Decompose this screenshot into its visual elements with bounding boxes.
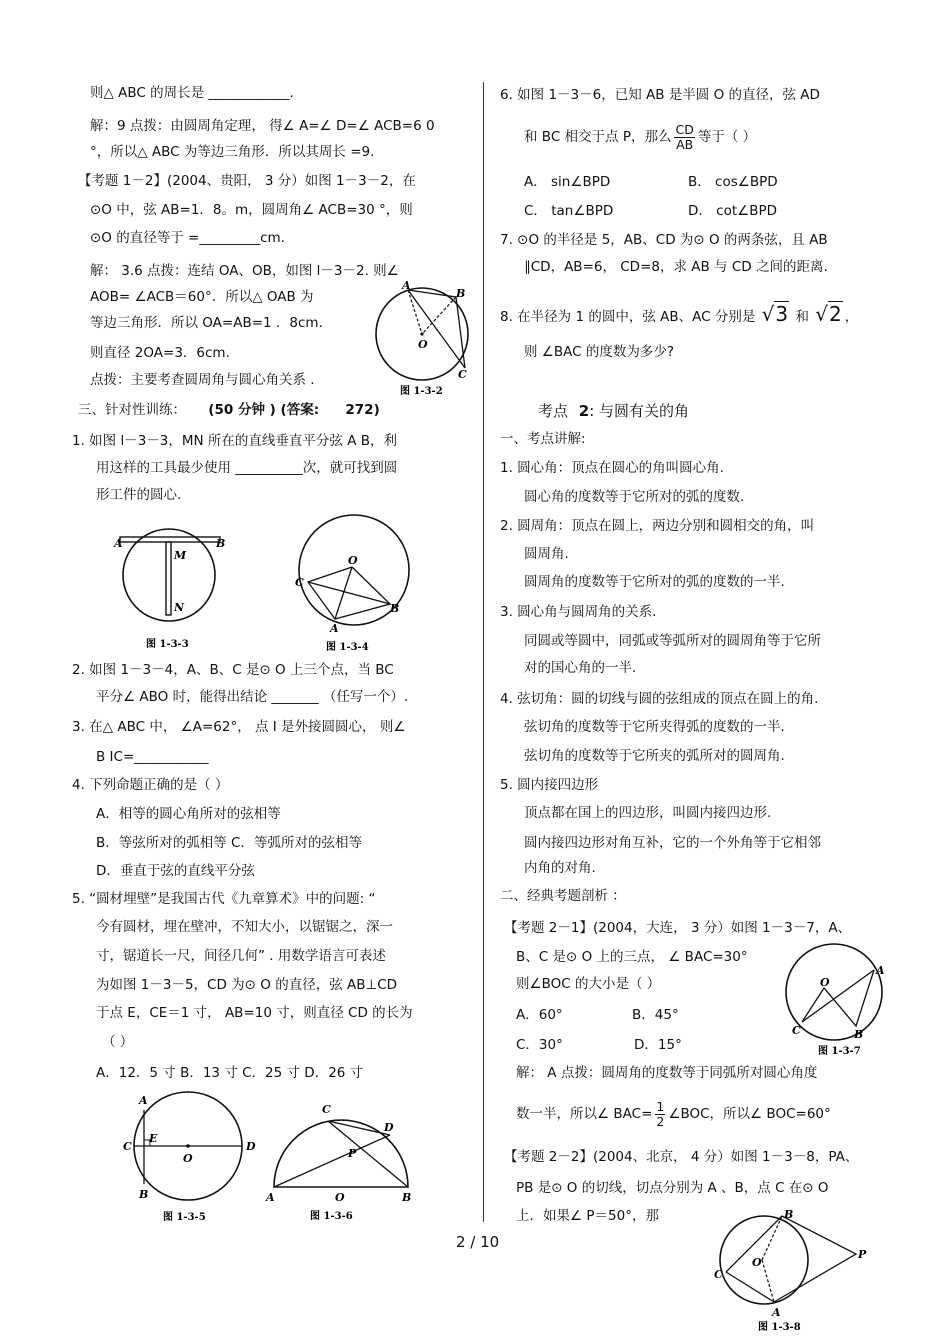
figure-caption: 图 1-3-5 <box>163 1212 206 1223</box>
text-line: 7. ⊙O 的半径是 5，AB、CD 为⊙ O 的两条弦，且 AB <box>500 232 828 248</box>
option-line: D．垂直于弦的直线平分弦 <box>96 863 255 879</box>
label-A: A <box>266 1191 275 1204</box>
heading-text: 三、针对性训练： <box>78 402 186 418</box>
text-line: 【考题 2－2】(2004、北京， 4 分）如图 1－3－8，PA、 <box>504 1149 859 1165</box>
text-line: 2. 如图 1－3－4，A、B、C 是⊙ O 上三个点，当 BC <box>72 662 394 678</box>
option-B: B．45° <box>632 1007 679 1023</box>
text-line: 上．如果∠ P＝50°，那 <box>516 1208 659 1224</box>
option-D: D． cot∠BPD <box>688 203 778 219</box>
label-A: A <box>330 622 339 635</box>
text-line: 3. 圆心角与圆周角的关系. <box>500 604 657 620</box>
text-line: 【考题 2－1】(2004，大连， 3 分）如图 1－3－7，A、 <box>504 920 852 936</box>
option-C: C．30° <box>516 1037 563 1053</box>
label-O: O <box>348 554 358 567</box>
label-O: O <box>183 1152 193 1165</box>
text-line: °，所以△ ABC 为等边三角形．所以其周长 =9. <box>90 144 375 160</box>
text-line: 3. 在△ ABC 中， ∠A=62°， 点 I 是外接圆圆心， 则∠ <box>72 719 406 735</box>
text-line: 一、考点讲解: <box>500 431 586 447</box>
text-line: 圆心角的度数等于它所对的弧的度数. <box>524 489 745 505</box>
fraction-one-half <box>655 1100 665 1129</box>
label-P: P <box>348 1147 357 1160</box>
fraction-numerator: 1 <box>656 1098 665 1114</box>
text-line: 弦切角的度数等于它所夹的弧所对的圆周角. <box>524 748 785 764</box>
text: 等于（ ） <box>697 129 757 145</box>
text-line: 同圆或等圆中，同弧或等弧所对的圆周角等于它所 <box>524 633 821 649</box>
section-title <box>538 402 689 420</box>
label-O: O <box>335 1191 345 1204</box>
label-A: A <box>772 1306 781 1319</box>
text-line: 【考题 1－2】(2004、贵阳， 3 分）如图 1－3－2，在 <box>78 173 416 189</box>
text-line: 1. 如图 l－3－3，MN 所在的直线垂直平分弦 A B，利 <box>72 433 398 449</box>
text-line: 解： 3.6 点拨：连结 OA、OB，如图 l－3－2. 则∠ <box>90 263 399 279</box>
text-line: 2. 圆周角：顶点在圆上，两边分别和圆相交的角，叫 <box>500 518 815 534</box>
text-line: 二、经典考题剖析 ： <box>500 888 626 904</box>
figure-caption: 图 1-3-2 <box>400 386 443 397</box>
label-D: D <box>246 1140 256 1153</box>
sqrt-3: √3 <box>761 302 789 326</box>
text-line: 对的国心角的一半. <box>524 660 637 676</box>
text-line: ∥CD，AB=6， CD=8，求 AB 与 CD 之间的距离. <box>524 259 828 275</box>
label-B: B <box>456 287 466 300</box>
text-line: AOB= ∠ACB＝60°．所以△ OAB 为 <box>90 289 314 305</box>
text-line: （ ） <box>102 1034 134 1050</box>
label-A: A <box>876 964 885 977</box>
label-O: O <box>820 976 830 989</box>
option-C: C． tan∠BPD <box>524 203 614 219</box>
label-O: O <box>752 1256 762 1269</box>
option-A: A． sin∠BPD <box>524 174 611 190</box>
label-C: C <box>322 1103 331 1116</box>
figure-1-3-7 <box>782 940 892 1058</box>
option-line: B．等弦所对的弧相等 C．等弧所对的弦相等 <box>96 835 362 851</box>
text-line: 6. 如图 1－3－6，已知 AB 是半圆 O 的直径，弦 AD <box>500 87 820 103</box>
text-line-with-roots <box>500 300 858 331</box>
label-C: C <box>123 1140 132 1153</box>
text-line-with-fraction <box>516 1096 831 1132</box>
label-N: N <box>174 601 185 614</box>
figure-caption: 图 1-3-6 <box>310 1211 353 1222</box>
text-line: 圆内接四边形对角互补，它的一个外角等于它相邻 <box>524 835 821 851</box>
text-line: 则直径 2OA=3．6cm. <box>90 345 230 361</box>
text-line: 寸，锯道长一尺，间径几何” . 用数学语言可表述 <box>96 948 386 964</box>
text-line: 5. 圆内接四边形 <box>500 777 599 793</box>
text-line: 圆周角. <box>524 546 569 562</box>
text-line: B IC=___________ <box>96 749 209 765</box>
figure-1-3-4 <box>290 512 420 657</box>
figure-1-3-5 <box>115 1090 265 1225</box>
text-line: 等边三角形．所以 OA=AB=1 ．8cm. <box>90 315 323 331</box>
label-E: E <box>149 1132 158 1145</box>
option-D: D．15° <box>634 1037 682 1053</box>
label-B: B <box>216 537 226 550</box>
text: ∠BOC，所以∠ BOC=60° <box>668 1106 831 1122</box>
text: 和 BC 相交于点 P，那么 <box>524 129 672 145</box>
text: 数一半，所以∠ BAC= <box>516 1106 653 1122</box>
figure-caption: 图 1-3-7 <box>818 1046 861 1057</box>
text-line: 则 ∠BAC 的度数为多少? <box>524 344 675 360</box>
text-line: 形工件的圆心. <box>96 487 182 503</box>
text-line: 为如图 1－3－5，CD 为⊙ O 的直径，弦 AB⊥CD <box>96 977 398 993</box>
text-line: PB 是⊙ O 的切线，切点分别为 A 、B，点 C 在⊙ O <box>516 1180 829 1196</box>
fraction-cd-ab <box>674 123 694 152</box>
text: 和 <box>795 309 809 325</box>
label-B: B <box>402 1191 412 1204</box>
text-line: B、C 是⊙ O 上的三点， ∠ BAC=30° <box>516 949 748 965</box>
text-line: 顶点都在国上的四边形，叫圆内接四边形. <box>524 805 772 821</box>
text-line: 弦切角的度数等于它所夹得弧的度数的一半. <box>524 719 785 735</box>
text-line: 于点 E，CE＝1 寸， AB=10 寸，则直径 CD 的长为 <box>96 1005 413 1021</box>
label-C: C <box>714 1268 723 1281</box>
label-B: B <box>139 1188 149 1201</box>
title-text: 考点 <box>538 402 569 420</box>
label-A: A <box>114 537 123 550</box>
heading-time: (50 分钟 ) (答案: <box>208 402 320 418</box>
text-line: 点拨：主要考查圆周角与圆心角关系 . <box>90 372 315 388</box>
label-O: O <box>418 338 428 351</box>
fraction-denominator: 2 <box>656 1113 665 1129</box>
figure-caption: 图 1-3-4 <box>326 642 369 653</box>
figure-1-3-2 <box>370 280 480 400</box>
text-line: 则△ ABC 的周长是 ____________. <box>90 85 294 101</box>
text-line: 4. 弦切角：圆的切线与圆的弦组成的顶点在圆上的角. <box>500 691 819 707</box>
figure-1-3-3 <box>108 525 238 655</box>
text-line: 平分∠ ABO 时，能得出结论 _______ （任写一个）. <box>96 689 409 705</box>
text-line-with-fraction <box>524 119 756 155</box>
fraction-denominator: AB <box>676 136 694 152</box>
text-line: 1. 圆心角：顶点在圆心的角叫圆心角. <box>500 460 724 476</box>
text-line: 用这样的工具最少使用 __________次，就可找到圆 <box>96 460 398 476</box>
page-number: 2 / 10 <box>456 1233 500 1251</box>
option-A: A．60° <box>516 1007 563 1023</box>
heading-answer: 272) <box>345 402 380 418</box>
title-text: : 与圆有关的角 <box>589 402 690 420</box>
radicand: 2 <box>828 302 842 326</box>
text-line: ⊙O 的直径等于 =_________cm. <box>90 230 285 246</box>
figure-1-3-8 <box>712 1206 872 1331</box>
title-number: 2 <box>578 402 590 420</box>
label-D: D <box>384 1121 394 1134</box>
label-C: C <box>792 1024 801 1037</box>
text: ， <box>844 309 859 325</box>
radicand: 3 <box>775 302 789 326</box>
text-line: 4. 下列命题正确的是（ ） <box>72 777 229 793</box>
fraction-numerator: CD <box>675 121 694 137</box>
text-line: 则∠BOC 的大小是（ ） <box>516 976 661 992</box>
label-P: P <box>858 1248 867 1261</box>
text-line: 解： A 点拨：圆周角的度数等于同弧所对圆心角度 <box>516 1065 818 1081</box>
label-A: A <box>139 1094 148 1107</box>
option-line: A．12．5 寸 B．13 寸 C．25 寸 D．26 寸 <box>96 1065 364 1081</box>
label-B: B <box>854 1028 864 1041</box>
sqrt-2: √2 <box>815 302 842 326</box>
text-line: 5. “圆材埋壁”是我国古代《九章算术》中的问题: “ <box>72 891 376 907</box>
column-divider <box>483 82 484 1222</box>
figure-caption: 图 1-3-3 <box>146 639 189 650</box>
option-line: A．相等的圆心角所对的弦相等 <box>96 806 281 822</box>
text-line: 今有圆材，埋在壁冲，不知大小，以锯锯之，深一 <box>96 919 393 935</box>
option-B: B． cos∠BPD <box>688 174 778 190</box>
text: 8. 在半径为 1 的圆中，弦 AB、AC 分别是 <box>500 309 756 325</box>
label-A: A <box>402 279 411 292</box>
text-line: 圆周角的度数等于它所对的弧的度数的一半. <box>524 574 785 590</box>
text-line: 内角的对角. <box>524 860 596 876</box>
figure-caption: 图 1-3-8 <box>758 1322 801 1333</box>
label-C: C <box>295 576 304 589</box>
label-M: M <box>174 549 187 562</box>
label-C: C <box>458 368 467 381</box>
section-heading <box>78 401 380 419</box>
figure-1-3-6 <box>262 1095 422 1225</box>
label-B: B <box>390 602 400 615</box>
label-B: B <box>784 1208 794 1221</box>
text-line: ⊙O 中，弦 AB=1．8。m，圆周角∠ ACB=30 °，则 <box>90 202 413 218</box>
text-line: 解：9 点拨：由圆周角定理， 得∠ A=∠ D=∠ ACB=6 0 <box>90 118 435 134</box>
